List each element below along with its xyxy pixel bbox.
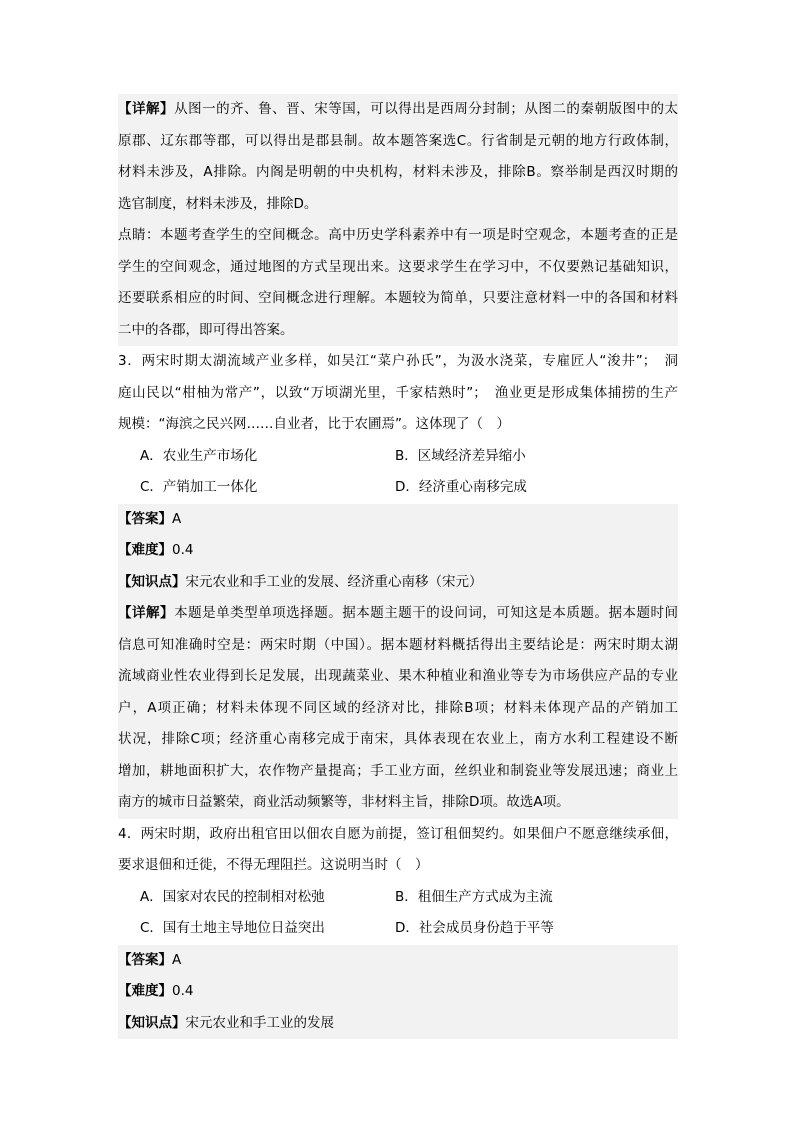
option-b[interactable]: B．区域经济差异缩小 xyxy=(395,447,526,464)
difficulty-value: 0.4 xyxy=(172,983,194,999)
knowledge-line xyxy=(118,1008,678,1040)
q4-answer-block xyxy=(118,945,678,1040)
detail-line: 【详解】从图一的齐、鲁、晋、宋等国，可以得出是西周分封制；从图二的秦朝版图中的太 xyxy=(118,101,678,117)
difficulty-tag: 【难度】 xyxy=(118,542,172,558)
knowledge-value: 宋元农业和手工业的发展 xyxy=(185,1014,334,1031)
difficulty-value: 0.4 xyxy=(172,542,194,558)
q3-options xyxy=(118,441,678,504)
stem-line: 庭山民以“柑柚为常产”，以致“万顷湖光里，千家桔熟时”； 渔业更是形成集体捕捞的生产 xyxy=(118,384,678,401)
option-a[interactable]: A．国家对农民的控制相对松弛 xyxy=(140,888,325,905)
q2-explanation xyxy=(118,94,678,346)
answer-line xyxy=(118,504,678,536)
stem-line: 规模：“海滨之民兴网……自业者，比于农圃焉”。这体现了（ ） xyxy=(118,416,510,432)
detail-line: 选官制度，材料未涉及，排除D。 xyxy=(118,195,318,212)
detail-line: 户，A项正确；材料未体现不同区域的经济对比，排除B项；材料未体现产品的产销加工 xyxy=(118,699,678,716)
knowledge-tag: 【知识点】 xyxy=(118,573,186,590)
stem-line: 3．两宋时期太湖流域产业多样，如吴江“菜户孙氏”，为汲水浇菜，专雇匠人“浚井”； 洞 xyxy=(118,353,678,369)
detail-tag: 【详解】 xyxy=(118,101,175,117)
q3-answer-block xyxy=(118,504,678,819)
q3-stem xyxy=(118,346,678,441)
q4-stem xyxy=(118,819,678,882)
detail-line: 信息可知准确时空是：两宋时期（中国）。据本题材料概括得出主要结论是：两宋时期太湖 xyxy=(118,636,678,653)
option-d[interactable]: D．社会成员身份趋于平等 xyxy=(395,920,554,936)
document-page xyxy=(118,94,678,1039)
answer-tag: 【答案】 xyxy=(118,510,172,527)
option-c[interactable]: C．产销加工一体化 xyxy=(140,479,258,495)
detail-line: 原郡、辽东郡等郡，可以得出是郡县制。故本题答案选C。行省制是元朝的地方行政体制， xyxy=(118,132,678,149)
detail-line: 南方的城市日益繁荣，商业活动频繁等，非材料主旨，排除D项。故选A项。 xyxy=(118,794,570,810)
difficulty-line xyxy=(118,976,678,1008)
stem-line: 4．两宋时期，政府出租官田以佃农自愿为前提，签订租佃契约。如果佃户不愿意继续承佃， xyxy=(118,825,678,842)
knowledge-tag: 【知识点】 xyxy=(118,1014,186,1031)
comment-line: 还要联系相应的时间、空间概念进行理解。本题较为简单，只要注意材料一中的各国和材料 xyxy=(118,290,678,306)
q4-options xyxy=(118,882,678,945)
comment-line: 学生的空间观念，通过地图的方式呈现出来。这要求学生在学习中，不仅要熟记基础知识， xyxy=(118,258,678,275)
knowledge-value: 宋元农业和手工业的发展、经济重心南移（宋元） xyxy=(185,573,483,590)
detail-line: 材料未涉及，A排除。内阁是明朝的中央机构，材料未涉及，排除B。察举制是西汉时期的 xyxy=(118,164,678,180)
option-c[interactable]: C．国有土地主导地位日益突出 xyxy=(140,920,325,936)
option-b[interactable]: B．租佃生产方式成为主流 xyxy=(395,888,553,905)
detail-line: 增加，耕地面积扩大，农作物产量提高；手工业方面，丝织业和制瓷业等发展迅速；商业上 xyxy=(118,762,678,779)
option-a[interactable]: A．农业生产市场化 xyxy=(140,447,258,464)
difficulty-line xyxy=(118,535,678,567)
detail-tag: 【详解】 xyxy=(118,605,175,621)
difficulty-tag: 【难度】 xyxy=(118,983,172,999)
answer-value: A xyxy=(172,951,182,968)
detail-line: 【详解】本题是单类型单项选择题。据本题主题干的设问词，可知这是本质题。据本题时间 xyxy=(118,605,678,621)
stem-line: 要求退佃和迁徙，不得无理阻拦。这说明当时（ ） xyxy=(118,857,429,873)
answer-tag: 【答案】 xyxy=(118,951,172,968)
comment-line: 点睛：本题考查学生的空间概念。高中历史学科素养中有一项是时空观念，本题考查的正是 xyxy=(118,227,678,243)
answer-value: A xyxy=(172,510,182,527)
detail-line: 流域商业性农业得到长足发展，出现蔬菜业、果木种植业和渔业等专为市场供应产品的专业 xyxy=(118,668,678,684)
knowledge-line xyxy=(118,567,678,599)
detail-line: 状况，排除C项；经济重心南移完成于南宋，具体表现在农业上，南方水利工程建设不断 xyxy=(118,731,678,747)
comment-line: 二中的各郡，即可得出答案。 xyxy=(118,321,294,338)
answer-line xyxy=(118,945,678,977)
option-d[interactable]: D．经济重心南移完成 xyxy=(395,479,527,495)
